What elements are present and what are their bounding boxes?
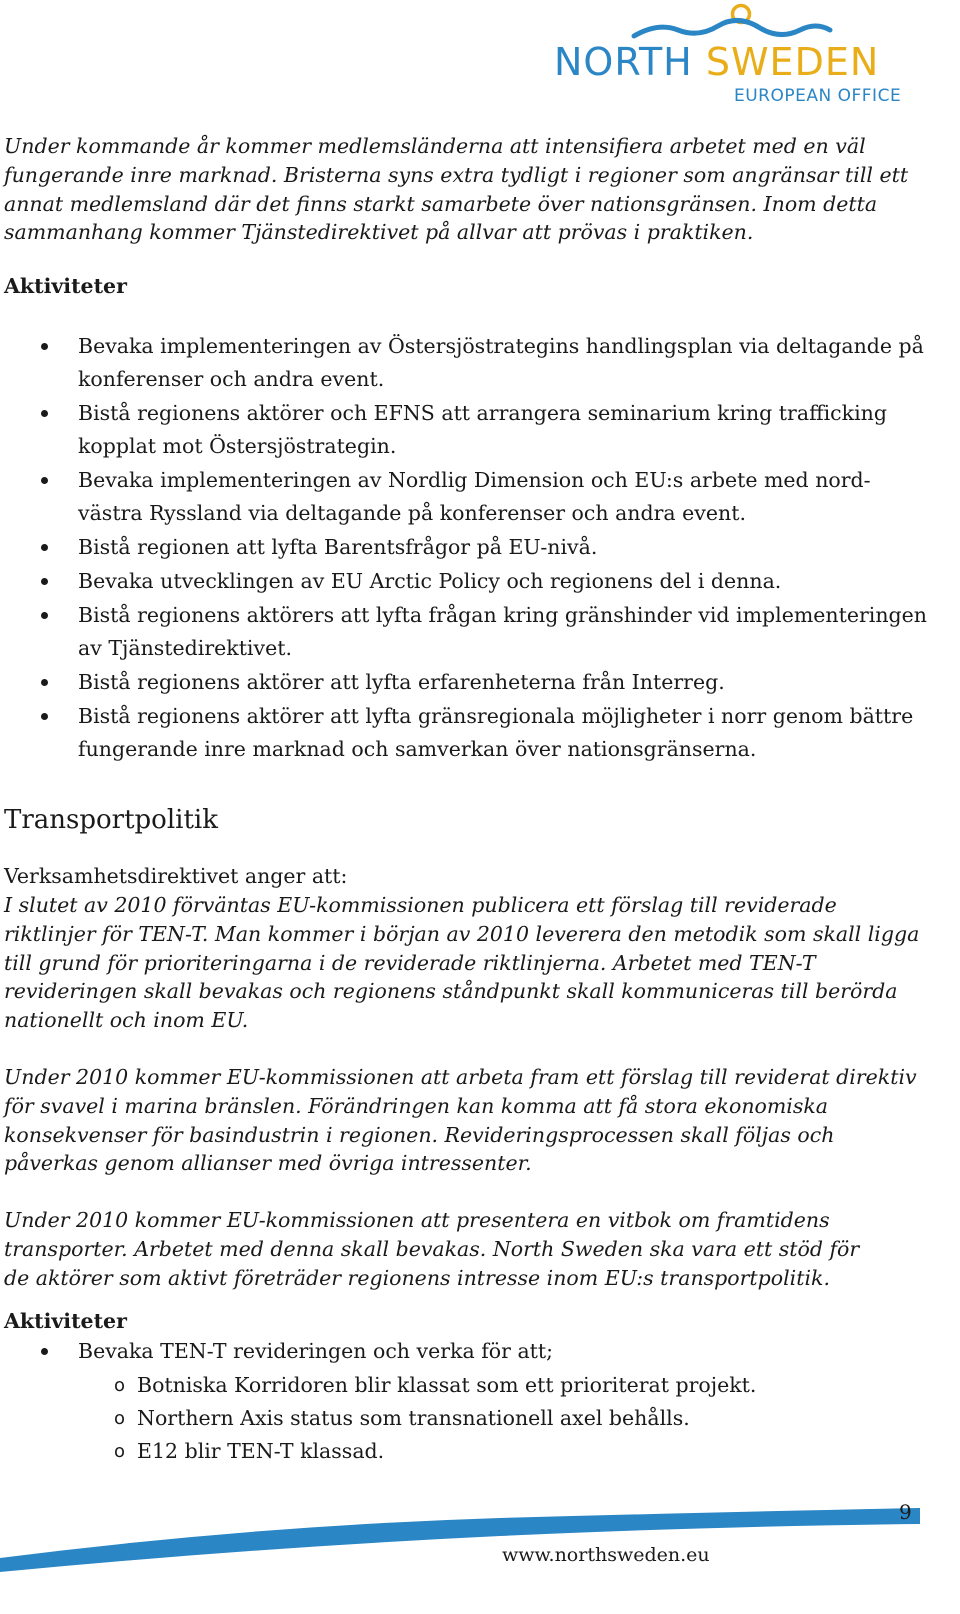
intro-paragraph: Under kommande år kommer medlemsländerna att intensifiera arbetet med en väl fungerande inre marknad. Bristerna syns extra tydligt i regioner som angränsar till ett annat medlemsland där det finns starkt samarbete över nationsgränsen. Inom detta sammanhang kommer Tjänstedirektivet på allvar att prövas i praktiken. [4,134,909,245]
logo-wordmark [554,40,879,84]
logo-subtitle: EUROPEAN OFFICE [734,86,902,106]
list-item: Bistå regionens aktörer att lyfta gränsregionala möjligheter i norr genom bättre fungerande inre marknad och samverkan över nationsgränserna. [4,700,934,766]
transport-paragraph-1: I slutet av 2010 förväntas EU-kommissionen publicera ett förslag till reviderade riktlinjer för TEN-T. Man kommer i början av 2010 leverera den metodik som skall ligga till grund för prioriteringarna i de reviderade riktlinjerna. Arbetet med TEN-T revideringen skall bevakas och regionens ståndpunkt skall kommuniceras till berörda nationellt och inom EU. [4,892,920,1033]
logo-word-north: NORTH [554,40,693,84]
section-heading-transport: Transportpolitik [4,805,218,836]
transport-paragraph-2: Under 2010 kommer EU-kommissionen att arbeta fram ett förslag till reviderat direktiv för svavel i marina bränslen. Förändringen kan komma att få stora ekonomiska konsekvenser för basindustrin i regionen. Revideringsprocessen skall följas och påverkas genom allianser med övriga intressenter. [4,1064,917,1176]
list-item: Bistå regionen att lyfta Barentsfrågor på EU-nivå. [4,531,934,564]
list-item: Bevaka utvecklingen av EU Arctic Policy och regionens del i denna. [4,565,934,598]
list-item: Bistå regionens aktörer och EFNS att arrangera seminarium kring trafficking kopplat mot Östersjöstrategin. [4,397,934,463]
sub-list-item: o Botniska Korridoren blir klassat som ett prioriterat projekt. [4,1369,934,1402]
activities-list-2 [4,1335,934,1368]
directive-lead: Verksamhetsdirektivet anger att: [4,864,348,889]
footer-website-link[interactable]: www.northsweden.eu [502,1544,710,1566]
logo-word-sweden: SWEDEN [705,40,880,84]
north-sweden-logo [548,0,938,110]
activities-heading-2: Aktiviteter [4,1308,127,1333]
footer-swoosh-graphic [0,1486,960,1586]
sub-list-item: o E12 blir TEN-T klassad. [4,1435,934,1468]
list-item: Bistå regionens aktörer att lyfta erfarenheterna från Interreg. [4,666,934,699]
activities-list-1 [4,330,934,766]
document-body [4,132,934,1468]
list-item: Bistå regionens aktörers att lyfta frågan kring gränshinder vid implementeringen av Tjänstedirektivet. [4,599,934,665]
page-number: 9 [899,1500,912,1524]
activities-sublist [4,1369,934,1468]
list-item: Bevaka TEN-T revideringen och verka för att; [4,1335,934,1368]
transport-paragraph-3: Under 2010 kommer EU-kommissionen att presentera en vitbok om framtidens transporter. Arbetet med denna skall bevakas. North Sweden ska vara ett stöd för de aktörer som aktivt företräder regionens intresse inom EU:s transportpolitik. [4,1208,860,1290]
activities-heading-1: Aktiviteter [4,274,127,299]
sub-list-item: o Northern Axis status som transnationell axel behålls. [4,1402,934,1435]
list-item: Bevaka implementeringen av Östersjöstrategins handlingsplan via deltagande på konferenser och andra event. [4,330,934,396]
list-item: Bevaka implementeringen av Nordlig Dimension och EU:s arbete med nord-västra Ryssland via deltagande på konferenser och andra event. [4,464,934,530]
